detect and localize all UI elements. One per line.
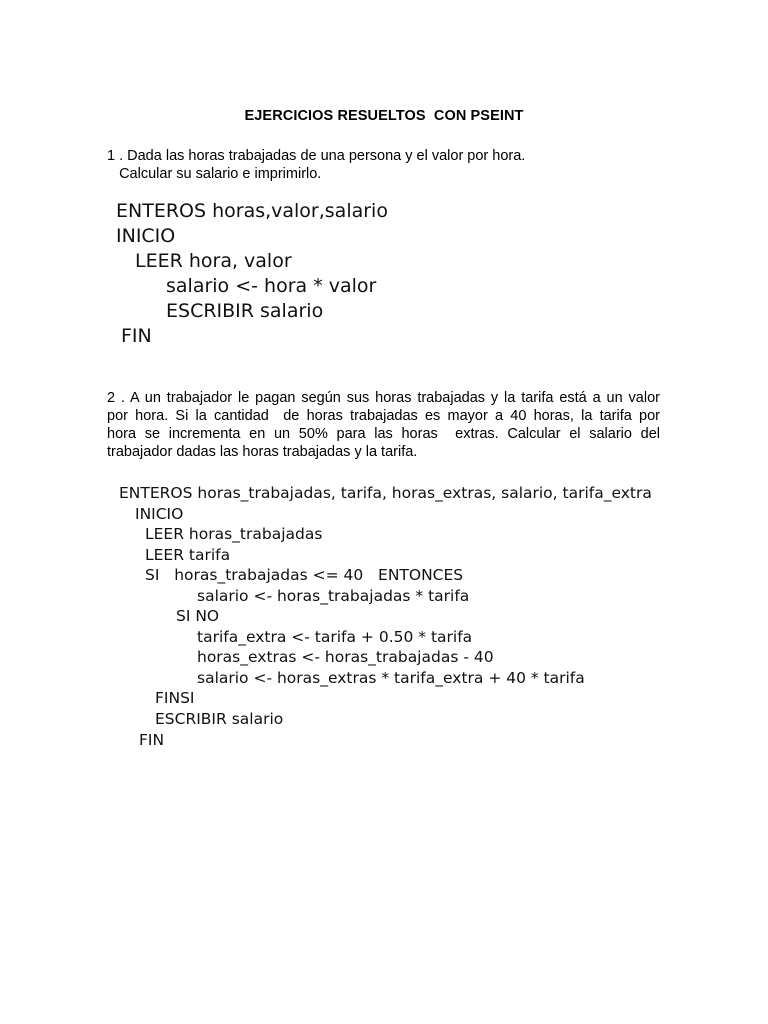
exercise2-code-line: LEER horas_trabajadas <box>145 525 323 543</box>
exercise1-statement-line: 1 . Dada las horas trabajadas de una persona y el valor por hora. <box>107 148 526 164</box>
exercise2-code-line: salario <- horas_trabajadas * tarifa <box>197 587 470 605</box>
exercise2-statement-line: 2 . A un trabajador le pagan según sus horas trabajadas y la tarifa está a un valor <box>107 390 660 406</box>
exercise2-statement-line: hora se incrementa en un 50% para las horas extras. Calcular el salario del <box>107 426 660 442</box>
exercise2-code-line: LEER tarifa <box>145 546 231 564</box>
exercise1-code-line: FIN <box>121 325 152 347</box>
exercise2-statement-line: trabajador dadas las horas trabajadas y la tarifa. <box>107 444 418 460</box>
exercise2-code-line: SI horas_trabajadas <= 40 ENTONCES <box>145 566 464 584</box>
exercise2-code-line: salario <- horas_extras * tarifa_extra + 40 * tarifa <box>197 669 585 687</box>
exercise2-code-line: horas_extras <- horas_trabajadas - 40 <box>197 648 494 666</box>
exercise2-code-line: INICIO <box>135 505 184 523</box>
document-title: EJERCICIOS RESUELTOS CON PSEINT <box>244 108 524 124</box>
exercise2-statement-line: por hora. Si la cantidad de horas trabajadas es mayor a 40 horas, la tarifa por <box>107 408 660 424</box>
exercise1-code-line: salario <- hora * valor <box>166 275 377 297</box>
exercise1-code-line: ENTEROS horas,valor,salario <box>116 200 388 222</box>
exercise2-code-line: ENTEROS horas_trabajadas, tarifa, horas_extras, salario, tarifa_extra <box>119 484 652 502</box>
exercise2-code-line: FINSI <box>155 689 195 707</box>
exercise2-code-line: ESCRIBIR salario <box>155 710 284 728</box>
exercise2-code-line: SI NO <box>176 607 220 625</box>
exercise1-code-line: LEER hora, valor <box>135 250 292 272</box>
exercise1-code-line: ESCRIBIR salario <box>166 300 324 322</box>
exercise1-code-line: INICIO <box>116 225 176 247</box>
exercise2-code-line: FIN <box>139 731 165 749</box>
exercise2-code-line: tarifa_extra <- tarifa + 0.50 * tarifa <box>197 628 473 646</box>
exercise1-statement-line: Calcular su salario e imprimirlo. <box>107 166 322 182</box>
